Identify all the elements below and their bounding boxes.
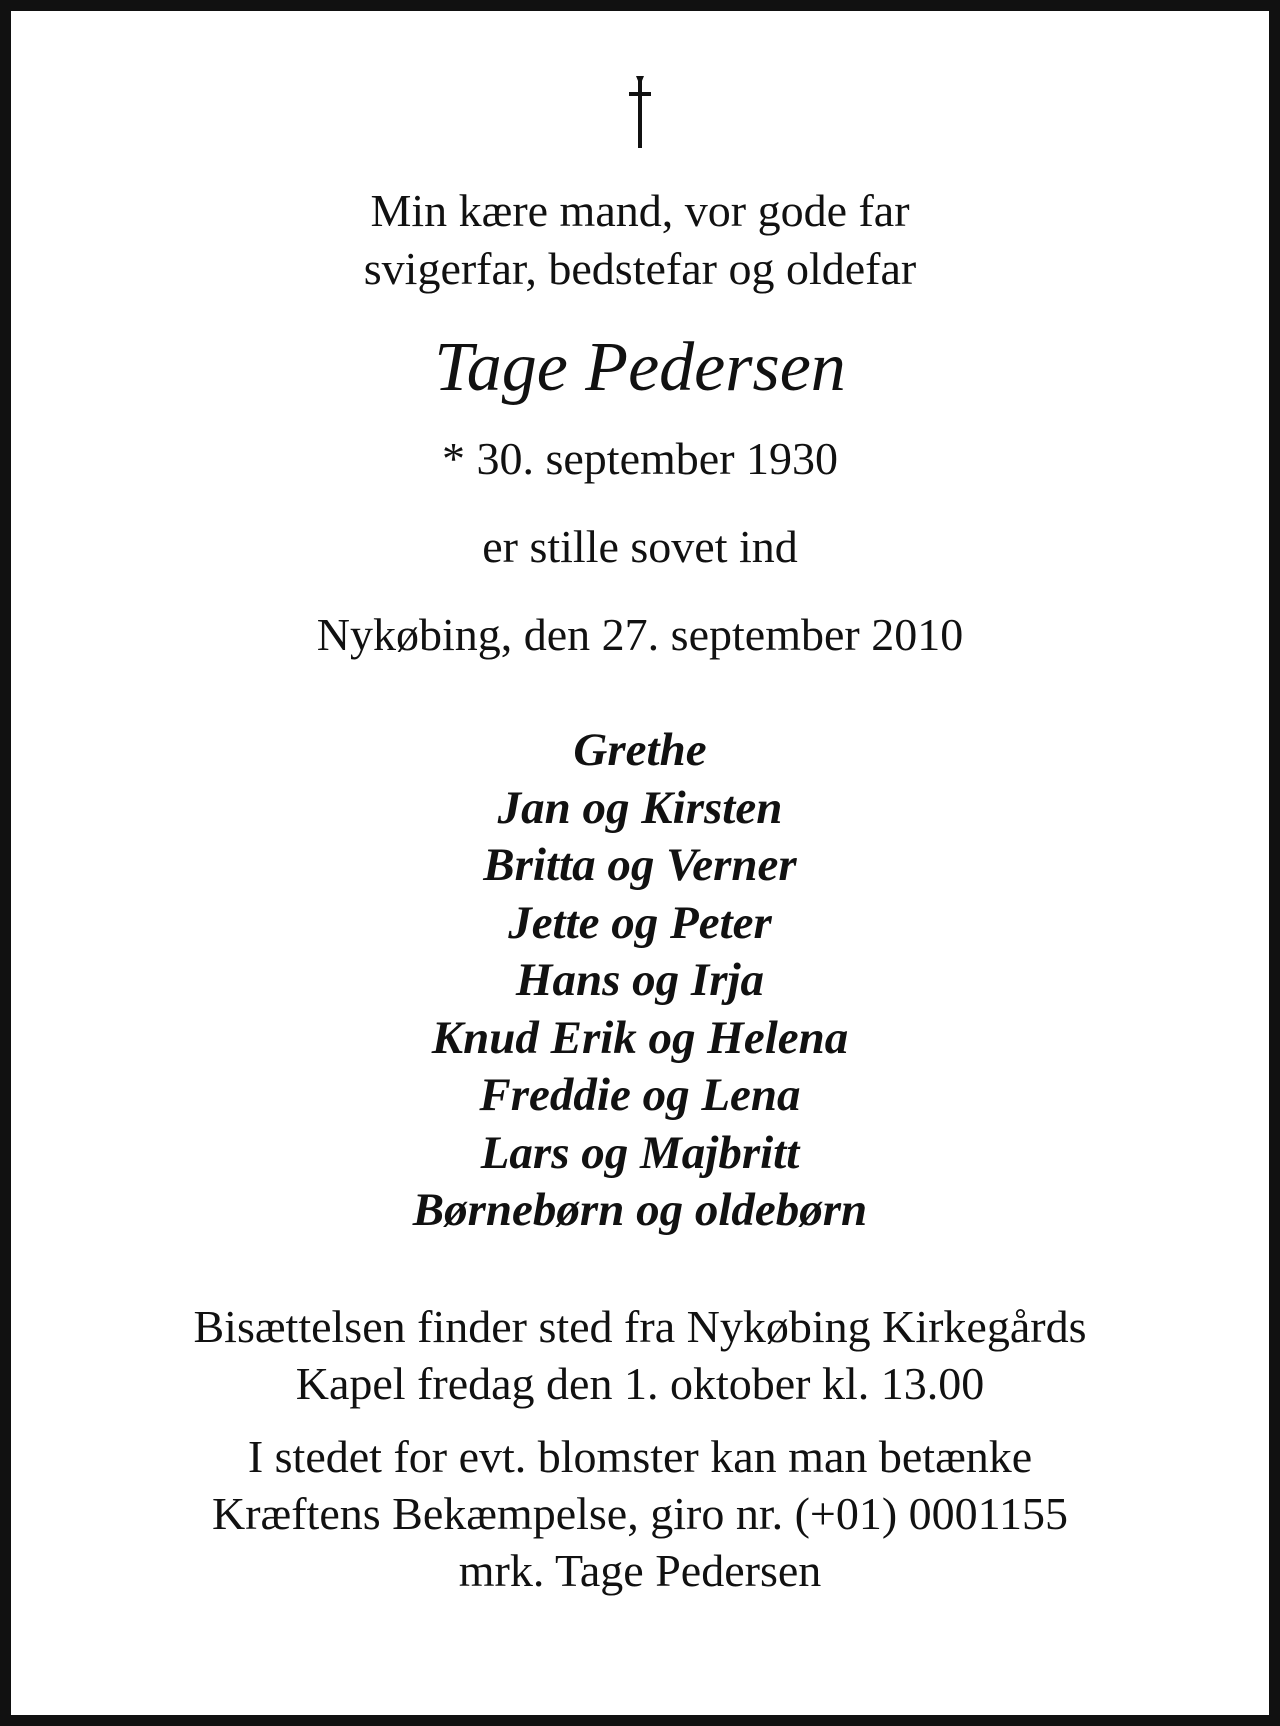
family-member: Jette og Peter xyxy=(508,896,772,949)
intro-line: Min kære mand, vor gode far xyxy=(370,185,910,236)
intro-line: svigerfar, bedstefar og oldefar xyxy=(363,243,917,294)
family-member: Lars og Majbritt xyxy=(480,1126,800,1179)
donation-info xyxy=(22,1428,1258,1599)
intro-text xyxy=(22,182,1258,298)
family-member: Britta og Verner xyxy=(483,839,797,891)
donation-line: I stedet for evt. blomster kan man betænke xyxy=(247,1430,1033,1482)
family-member: Børnebørn og oldebørn xyxy=(412,1184,868,1236)
cross-icon xyxy=(620,72,660,152)
deceased-name: Tage Pedersen xyxy=(434,329,846,406)
family-member: Hans og Irja xyxy=(515,954,765,1006)
passed-text: er stille sovet ind xyxy=(482,521,798,572)
family-member: Grethe xyxy=(573,724,707,776)
family-member: Jan og Kirsten xyxy=(497,781,783,834)
place-and-date: Nykøbing, den 27. september 2010 xyxy=(316,609,964,660)
birth-date: * 30. september 1930 xyxy=(441,433,839,484)
family-member: Freddie og Lena xyxy=(479,1069,801,1121)
family-list xyxy=(22,722,1258,1240)
donation-line: Kræftens Bekæmpelse, giro nr. (+01) 0001155 xyxy=(212,1487,1068,1539)
funeral-line: Bisættelsen finder sted fra Nykøbing Kirkegårds xyxy=(193,1300,1087,1352)
family-member: Knud Erik og Helena xyxy=(431,1011,849,1064)
funeral-info xyxy=(22,1298,1258,1412)
funeral-line: Kapel fredag den 1. oktober kl. 13.00 xyxy=(295,1357,985,1409)
donation-line: mrk. Tage Pedersen xyxy=(458,1544,822,1596)
obituary-notice xyxy=(22,22,1258,1599)
